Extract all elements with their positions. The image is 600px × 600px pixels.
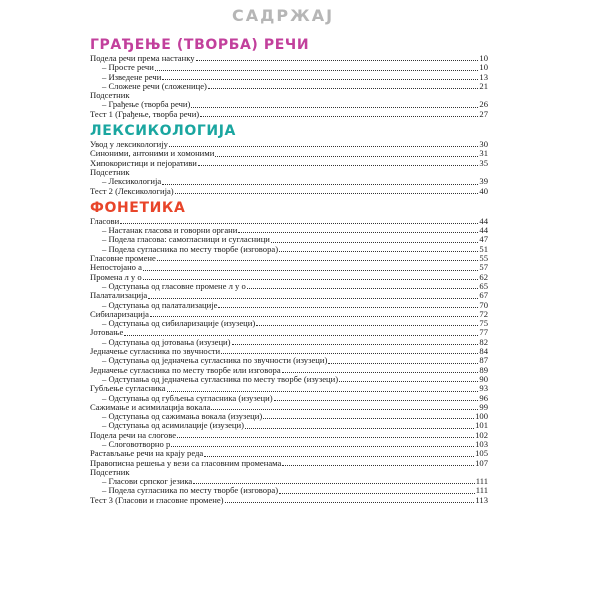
toc-entry: [90, 187, 488, 196]
toc-entry-label: Подсетник: [90, 90, 130, 101]
toc-entry-label: – Одступања од асимилације (изузеци): [102, 420, 244, 431]
toc-entry-page: 82: [479, 336, 488, 347]
dot-leader: [218, 306, 478, 308]
toc-entry: [90, 82, 488, 91]
toc-entry-label: Промена л у о: [90, 271, 142, 282]
toc-entry-label: – Одступања од сибиларизације (изузеци): [102, 318, 256, 329]
toc-entry-label: – Одступања од једначења сугласника по месту творбе (изузеци): [102, 373, 339, 384]
toc-entry-label: – Лексикологија: [102, 176, 162, 187]
toc-entry-page: 89: [479, 364, 488, 375]
toc-entry-label: – Одступања од једначења сугласника по звучности (изузеци): [102, 355, 328, 366]
dot-leader: [215, 155, 478, 157]
dot-leader: [200, 115, 478, 117]
toc-section: [90, 199, 488, 505]
toc-entry-page: 93: [479, 383, 488, 394]
toc-entry-page: 113: [475, 494, 488, 505]
toc-entry-page: 111: [475, 485, 488, 496]
dot-leader: [155, 69, 479, 71]
toc-entry-page: 44: [479, 215, 488, 226]
dot-leader: [263, 417, 474, 419]
toc-entry-label: Сибиларизација: [90, 308, 149, 319]
toc-entry: [90, 254, 488, 263]
toc-entry-page: 10: [479, 62, 488, 73]
toc-entry-label: – Слоговотворно р: [102, 438, 171, 449]
toc-entry-label: Гласови: [90, 215, 120, 226]
dot-leader: [208, 87, 479, 89]
toc-entry-page: 67: [479, 290, 488, 301]
toc-entry-page: 44: [479, 225, 488, 236]
dot-leader: [169, 145, 478, 147]
toc-entry-label: Подсетник: [90, 466, 130, 477]
toc-entry-label: Тест 1 (Грађење, творба речи): [90, 108, 200, 119]
toc-entry-label: – Подела гласова: самогласници и сугласници: [102, 234, 270, 245]
section-entries: [90, 54, 488, 119]
toc-entry: [90, 110, 488, 119]
toc-entry-label: Сажимање и асимилација вокала: [90, 401, 211, 412]
dot-leader: [247, 287, 479, 289]
toc-entry-page: 13: [479, 71, 488, 82]
dot-leader: [238, 231, 478, 233]
dot-leader: [256, 324, 478, 326]
toc-entry-page: 101: [475, 420, 488, 431]
toc-entry: [90, 282, 488, 291]
section-heading: ЛЕКСИКОЛОГИЈА: [90, 123, 236, 140]
section-entries: [90, 217, 488, 505]
dot-leader: [225, 501, 475, 503]
toc-entry-label: Растављање речи на крају реда: [90, 448, 204, 459]
dot-leader: [232, 343, 479, 345]
dot-leader: [339, 380, 478, 382]
toc-entry-page: 57: [479, 262, 488, 273]
toc-entry-page: 70: [479, 299, 488, 310]
toc-entry-label: – Изведене речи: [102, 71, 162, 82]
dot-leader: [245, 427, 474, 429]
dot-leader: [143, 278, 479, 280]
toc-entry-label: – Одступања од сажимања вокала (изузеци): [102, 411, 263, 422]
dot-leader: [143, 269, 478, 271]
dot-leader: [271, 241, 479, 243]
toc-entry-label: Увод у лексикологију: [90, 139, 168, 150]
section-heading: ГРАЂЕЊЕ (ТВОРБА) РЕЧИ: [90, 37, 310, 53]
dot-leader: [198, 164, 479, 166]
toc-entry-page: 21: [479, 80, 488, 91]
toc-entry-page: 30: [479, 139, 488, 150]
toc-section: [90, 36, 488, 119]
toc-entry-label: Подела речи на слогове: [90, 429, 177, 440]
dot-leader: [157, 259, 479, 261]
dot-leader: [177, 436, 474, 438]
toc-entry-page: 65: [479, 280, 488, 291]
dot-leader: [204, 455, 474, 457]
toc-entry-page: 102: [475, 429, 488, 440]
toc-entry-label: Једначење сугласника по звучности: [90, 346, 221, 357]
dot-leader: [328, 362, 478, 364]
toc-entry-page: 96: [479, 392, 488, 403]
toc-entry-label: – Настанак гласова и говорни органи: [102, 225, 238, 236]
toc-entry-page: 72: [479, 308, 488, 319]
toc-entry-label: Тест 2 (Лексикологија): [90, 185, 174, 196]
dot-leader: [279, 492, 475, 494]
toc-entry-page: 47: [479, 234, 488, 245]
toc-entry-label: Правописна решења у вези са гласовним променама: [90, 457, 282, 468]
dot-leader: [282, 464, 474, 466]
toc-entry-page: 51: [479, 243, 488, 254]
toc-entry-label: Синоними, антоними и хомоними: [90, 148, 215, 159]
dot-leader: [279, 250, 478, 252]
toc-entry: [90, 263, 488, 272]
toc-entry-label: Јотовање: [90, 327, 124, 338]
dot-leader: [167, 390, 479, 392]
toc-entry-page: 35: [479, 157, 488, 168]
toc-entry-page: 100: [475, 411, 488, 422]
toc-entry-label: – Одступања од палатализације: [102, 299, 218, 310]
toc-entry-label: Тест 3 (Гласови и гласовне промене): [90, 494, 224, 505]
dot-leader: [211, 408, 478, 410]
dot-leader: [148, 297, 478, 299]
dot-leader: [162, 78, 478, 80]
toc-entry-label: Палатализација: [90, 290, 148, 301]
toc-entry: [90, 496, 488, 505]
toc-entry-page: 103: [475, 438, 488, 449]
toc-entry-page: 10: [479, 53, 488, 63]
toc-entry-label: Подела речи према настанку: [90, 53, 195, 63]
toc-entry-page: 99: [479, 401, 488, 412]
toc-entry: [90, 319, 488, 328]
dot-leader: [171, 445, 474, 447]
section-entries: [90, 140, 488, 196]
table-of-contents: [90, 36, 488, 505]
toc-entry-label: – Одступања од губљења сугласника (изузеци): [102, 392, 273, 403]
toc-entry-label: Гласовне промене: [90, 253, 156, 264]
toc-entry-label: – Грађење (творба речи): [102, 99, 191, 110]
dot-leader: [196, 59, 479, 61]
dot-leader: [175, 192, 479, 194]
dot-leader: [191, 106, 478, 108]
dot-leader: [274, 399, 479, 401]
toc-entry-page: 105: [475, 448, 488, 459]
dot-leader: [282, 371, 479, 373]
toc-entry-page: 31: [479, 148, 488, 159]
dot-leader: [150, 315, 478, 317]
toc-entry-label: Подсетник: [90, 166, 130, 177]
toc-entry-page: 55: [479, 253, 488, 264]
toc-entry: [90, 301, 488, 310]
toc-entry-page: 40: [479, 185, 488, 196]
toc-entry: [90, 459, 488, 468]
toc-entry-label: – Подела сугласника по месту творбе (изговора): [102, 485, 279, 496]
toc-entry-page: 77: [479, 327, 488, 338]
toc-entry-label: Непостојано а: [90, 262, 142, 273]
dot-leader: [162, 183, 478, 185]
dot-leader: [124, 334, 478, 336]
toc-entry-page: 90: [479, 373, 488, 384]
toc-entry-label: – Сложене речи (сложенице): [102, 80, 207, 91]
toc-entry-label: – Подела сугласника по месту творбе (изговора): [102, 243, 279, 254]
toc-entry-page: 107: [475, 457, 488, 468]
section-heading: ФОНЕТИКА: [90, 199, 186, 216]
toc-entry: [90, 159, 488, 168]
toc-entry-page: 27: [479, 108, 488, 119]
toc-entry-label: Хипокористици и пејоративи: [90, 157, 197, 168]
toc-entry-label: Једначење сугласника по месту творбе или изговора: [90, 364, 281, 375]
toc-entry-label: – Одступања од гласовне промене л у о: [102, 280, 246, 291]
toc-section: [90, 122, 488, 196]
toc-entry-page: 111: [475, 476, 488, 487]
toc-entry-label: – Гласови српског језика: [102, 476, 193, 487]
toc-entry-page: 39: [479, 176, 488, 187]
dot-leader: [120, 222, 478, 224]
toc-entry-page: 87: [479, 355, 488, 366]
toc-entry-label: Губљење сугласника: [90, 383, 166, 394]
toc-entry-page: 26: [479, 99, 488, 110]
toc-entry-label: – Одступања од јотовања (изузеци): [102, 336, 231, 347]
toc-entry-label: – Просте речи: [102, 62, 154, 73]
page-title: САДРЖАЈ: [232, 6, 335, 25]
toc-entry-page: 62: [479, 271, 488, 282]
dot-leader: [193, 482, 475, 484]
toc-entry-page: 75: [479, 318, 488, 329]
toc-entry-page: 84: [479, 346, 488, 357]
dot-leader: [221, 352, 478, 354]
